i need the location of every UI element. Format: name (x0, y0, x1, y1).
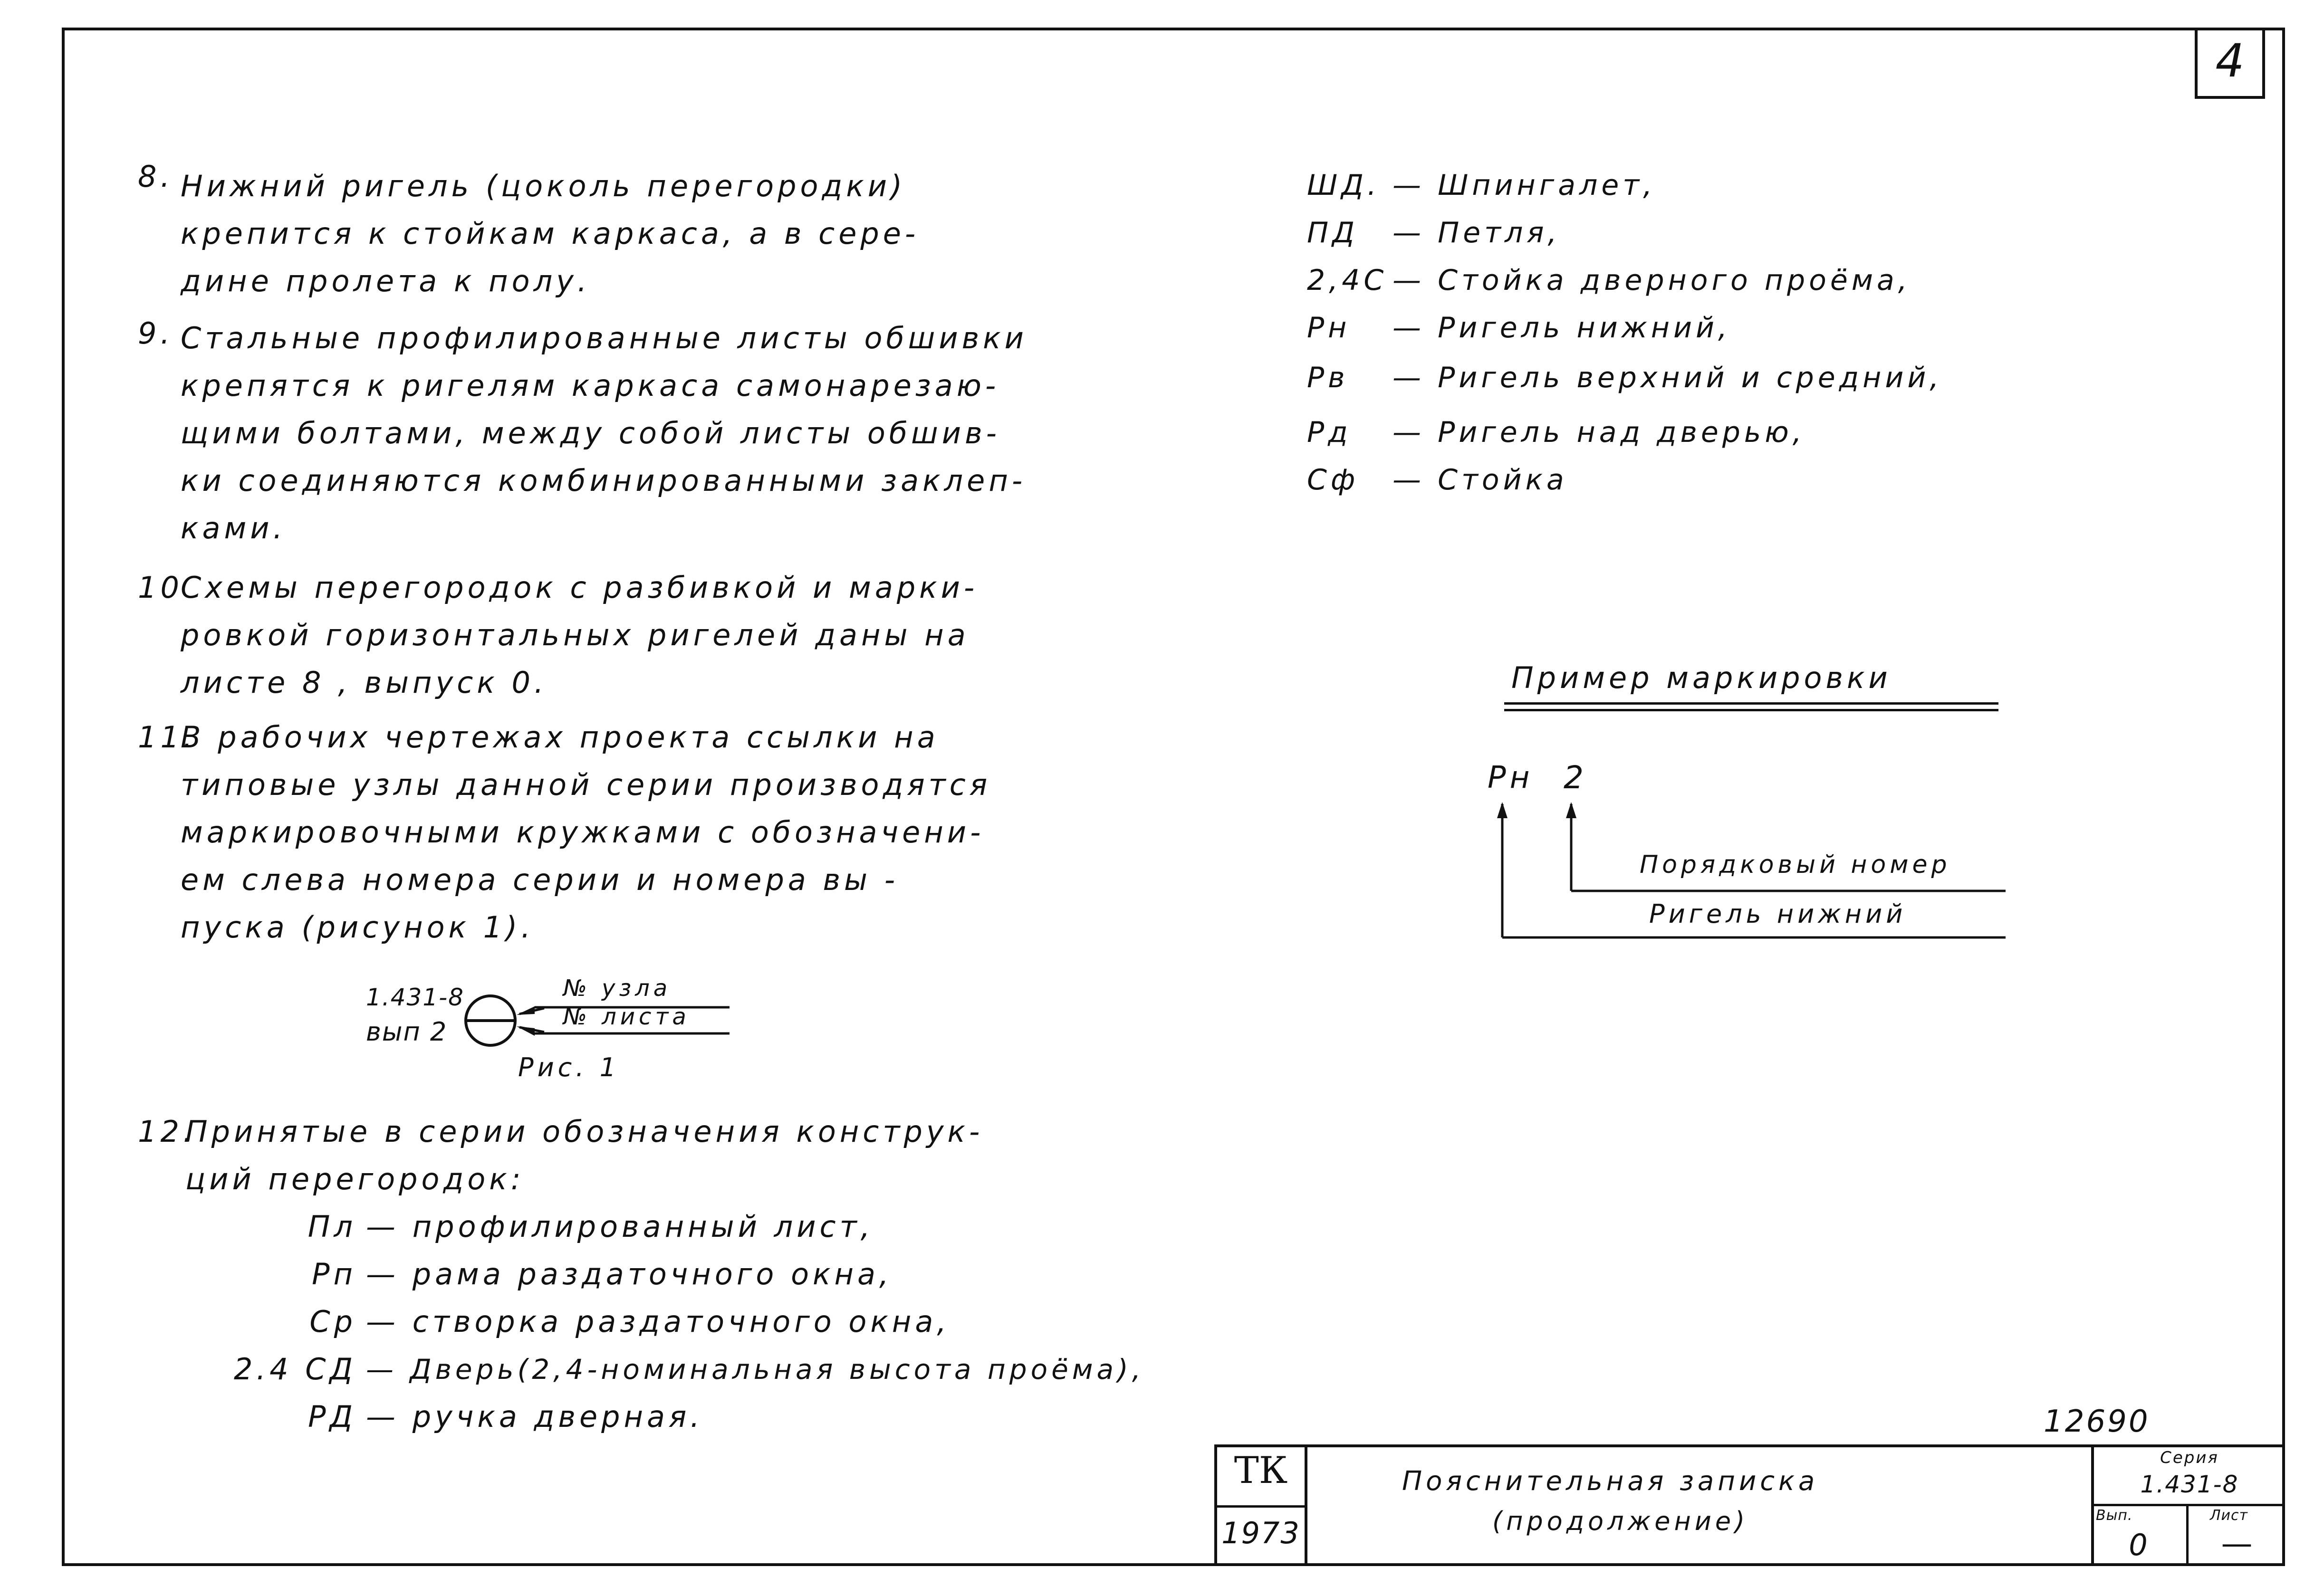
para-11-line-1: В рабочих чертежах проекта ссылки на (181, 720, 939, 755)
para-10-line-1: Схемы перегородок с разбивкой и марки- (181, 570, 979, 605)
para-9-line-4: ки соединяются комбинированными заклеп- (181, 463, 1027, 498)
issue-value: 0 (2129, 1528, 2151, 1562)
figure-series-label: 1.431-8 (366, 984, 464, 1011)
designation-code-2: Рп (312, 1257, 356, 1291)
para-9-line-1: Стальные профилированные листы обшивки (181, 321, 1028, 355)
para-9-line-3: щими болтами, между собой листы обшив- (181, 416, 1000, 450)
para-12-line-1: Принятые в серии обозначения конструк- (185, 1114, 984, 1149)
para-11-number: 11. (138, 720, 196, 755)
para-8-line-1: Нижний ригель (цоколь перегородки) (181, 169, 906, 203)
legend-code-7: Сф (1307, 463, 1359, 497)
para-12-number: 12. (138, 1114, 196, 1149)
designation-text-2: — рама раздаточного окна, (366, 1257, 893, 1291)
example-title-underline-1 (1504, 702, 1998, 705)
series-value: 1.431-8 (2140, 1471, 2239, 1498)
designation-code-4: 2.4 СД (233, 1352, 356, 1386)
legend-code-6: Рд (1307, 416, 1352, 449)
example-mark-number: 2 (1564, 759, 1587, 796)
figure-top-label: № узла (563, 975, 672, 1002)
org-code: ТК (1234, 1449, 1288, 1492)
designation-code-5: РД (308, 1399, 356, 1434)
example-title: Пример маркировки (1511, 660, 1892, 695)
para-12-line-2: ций перегородок: (185, 1162, 525, 1196)
series-caption: Серия (2160, 1448, 2219, 1467)
para-8-line-3: дине пролета к полу. (181, 264, 591, 298)
legend-text-1: — Шпингалет, (1392, 169, 1656, 202)
designation-text-1: — профилированный лист, (366, 1209, 874, 1244)
para-8-number: 8. (138, 159, 174, 194)
legend-code-5: Рв (1307, 361, 1349, 394)
para-9-line-2: крепятся к ригелям каркаса самонарезаю- (181, 368, 1000, 403)
para-9-number: 9. (138, 316, 174, 351)
title-block-top-border (1214, 1444, 2285, 1447)
designation-code-1: Пл (307, 1209, 356, 1244)
legend-code-1: ШД. (1307, 169, 1381, 202)
legend-text-7: — Стойка (1392, 463, 1568, 497)
inventory-number: 12690 (2044, 1404, 2150, 1439)
para-11-line-5: пуска (рисунок 1). (181, 910, 535, 945)
figure-bottom-label: № листа (563, 1004, 690, 1030)
designation-text-4: — Дверь(2,4-номинальная высота проёма), (366, 1353, 1145, 1386)
designation-text-3: — створка раздаточного окна, (366, 1304, 951, 1339)
figure-issue-label: вып 2 (366, 1017, 448, 1047)
para-10-line-2: ровкой горизонтальных ригелей даны на (181, 618, 970, 652)
sheet-caption: Лист (2210, 1507, 2248, 1524)
legend-text-2: — Петля, (1392, 216, 1561, 249)
sheet-value: — (2221, 1525, 2253, 1562)
para-9-line-5: ками. (181, 511, 287, 545)
document-title: Пояснительная записка (1402, 1466, 1819, 1497)
title-block-org-split (1214, 1505, 1307, 1508)
designation-text-5: — ручка дверная. (366, 1399, 703, 1434)
designation-code-3: Ср (309, 1304, 356, 1339)
org-year: 1973 (1221, 1516, 1300, 1550)
legend-code-2: ПД (1307, 216, 1358, 249)
example-label-number: Порядковый номер (1640, 851, 1951, 879)
legend-text-6: — Ригель над дверью, (1392, 416, 1805, 449)
issue-caption: Вып. (2096, 1507, 2133, 1524)
sheet-number: 4 (2195, 28, 2265, 99)
para-10-number: 10 (138, 570, 183, 605)
para-11-line-4: ем слева номера серии и номера вы - (181, 862, 899, 897)
para-11-line-3: маркировочными кружками с обозначени- (181, 815, 985, 850)
example-label-element: Ригель нижний (1649, 899, 1907, 929)
legend-text-4: — Ригель нижний, (1392, 311, 1731, 344)
legend-text-5: — Ригель верхний и средний, (1392, 361, 1943, 394)
document-subtitle: (продолжение) (1492, 1506, 1749, 1536)
legend-text-3: — Стойка дверного проёма, (1392, 264, 1911, 297)
para-8-line-2: крепится к стойкам каркаса, а в сере- (181, 216, 920, 251)
example-mark-letters: Рн (1488, 760, 1534, 795)
example-title-underline-2 (1504, 709, 1998, 711)
legend-code-3: 2,4С (1307, 264, 1388, 297)
para-10-line-3: листе 8 , выпуск 0. (181, 665, 547, 700)
para-11-line-2: типовые узлы данной серии производятся (181, 767, 991, 802)
legend-code-4: Рн (1307, 311, 1351, 344)
figure-caption: Рис. 1 (518, 1052, 620, 1082)
